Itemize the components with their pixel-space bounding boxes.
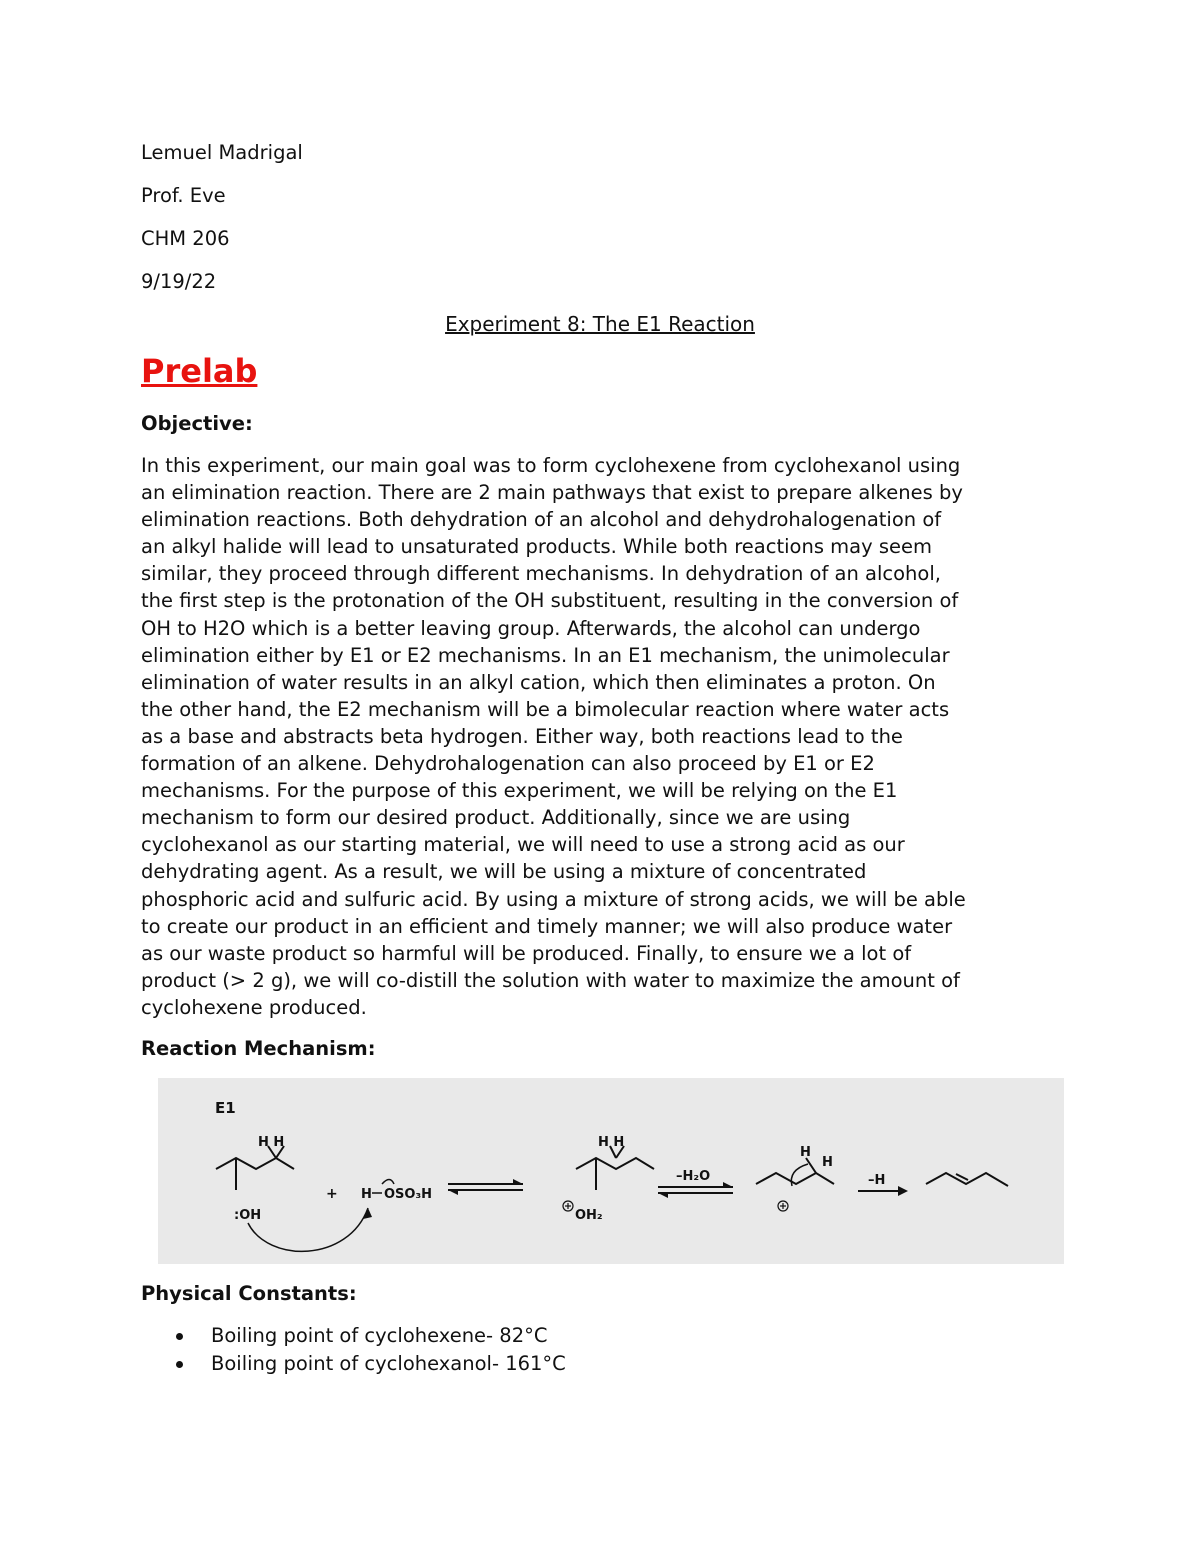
paragraph-line: phosphoric acid and sulfuric acid. By using a mixture of strong acids, we will be able bbox=[141, 887, 966, 911]
h-top-label: H bbox=[800, 1145, 811, 1160]
hh-label-2: H H bbox=[598, 1135, 625, 1150]
prelab-heading: Prelab bbox=[141, 352, 258, 390]
paragraph-line: product (> 2 g), we will co-distill the solution with water to maximize the amount of bbox=[141, 968, 960, 992]
author-name: Lemuel Madrigal bbox=[141, 141, 303, 164]
h-side-label: H bbox=[822, 1155, 833, 1170]
paragraph-line: the other hand, the E2 mechanism will be a bimolecular reaction where water acts bbox=[141, 697, 950, 721]
date: 9/19/22 bbox=[141, 270, 217, 293]
paragraph-line: similar, they proceed through different mechanisms. In dehydration of an alcohol, bbox=[141, 562, 941, 586]
paragraph-line: elimination of water results in an alkyl cation, which then eliminates a proton. On bbox=[141, 670, 936, 694]
list-item bbox=[141, 1322, 566, 1350]
paragraph-line: OH to H2O which is a better leaving group. Afterwards, the alcohol can undergo bbox=[141, 616, 921, 640]
constant-text: Boiling point of cyclohexene- 82°C bbox=[211, 1324, 548, 1347]
paragraph-line: In this experiment, our main goal was to form cyclohexene from cyclohexanol using bbox=[141, 454, 961, 477]
paragraph-line: as our waste product so harmful will be produced. Finally, to ensure we a lot of bbox=[141, 941, 912, 965]
paragraph-line: mechanism to form our desired product. Additionally, since we are using bbox=[141, 806, 851, 830]
plus-sign: + bbox=[326, 1186, 338, 1202]
objective-heading: Objective: bbox=[141, 412, 253, 435]
acid-h-label: H bbox=[361, 1187, 372, 1202]
paragraph-line: elimination reactions. Both dehydration of an alcohol and dehydrohalogenation of bbox=[141, 508, 942, 532]
objective-paragraph bbox=[141, 452, 1061, 1021]
minus-h-label: –H bbox=[868, 1173, 886, 1188]
bullet-icon bbox=[176, 1333, 183, 1340]
professor-name: Prof. Eve bbox=[141, 184, 226, 207]
paragraph-line: cyclohexene produced. bbox=[141, 995, 367, 1019]
minus-h2o-label: –H₂O bbox=[676, 1169, 711, 1184]
hh-label-1: H H bbox=[258, 1135, 285, 1150]
course-code: CHM 206 bbox=[141, 227, 230, 250]
diagram-background bbox=[158, 1078, 1064, 1264]
page-title: Experiment 8: The E1 Reaction bbox=[445, 312, 755, 336]
diagram-label: E1 bbox=[215, 1099, 236, 1117]
constant-text: Boiling point of cyclohexanol- 161°C bbox=[211, 1352, 566, 1375]
oh2-label: OH₂ bbox=[575, 1208, 603, 1223]
paragraph-line: dehydrating agent. As a result, we will be using a mixture of concentrated bbox=[141, 860, 867, 884]
list-item bbox=[141, 1350, 566, 1378]
bullet-icon bbox=[176, 1361, 183, 1368]
paragraph-line: as a base and abstracts beta hydrogen. Either way, both reactions lead to the bbox=[141, 724, 903, 748]
reaction-mechanism-diagram bbox=[158, 1078, 1064, 1264]
oh-label: :OH bbox=[234, 1208, 262, 1223]
paragraph-line: the first step is the protonation of the OH substituent, resulting in the conversion of bbox=[141, 589, 959, 613]
oso3h-label: OSO₃H bbox=[384, 1187, 433, 1202]
mechanism-heading: Reaction Mechanism: bbox=[141, 1037, 376, 1060]
constants-heading: Physical Constants: bbox=[141, 1282, 357, 1305]
paragraph-line: to create our product in an efficient and timely manner; we will also produce water bbox=[141, 914, 953, 938]
paragraph-line: cyclohexanol as our starting material, we will need to use a strong acid as our bbox=[141, 833, 905, 857]
paragraph-line: an alkyl halide will lead to unsaturated products. While both reactions may seem bbox=[141, 535, 933, 559]
paragraph-line: elimination either by E1 or E2 mechanisms. In an E1 mechanism, the unimolecular bbox=[141, 643, 950, 667]
paragraph-line: formation of an alkene. Dehydrohalogenation can also proceed by E1 or E2 bbox=[141, 752, 875, 776]
paragraph-line: mechanisms. For the purpose of this experiment, we will be relying on the E1 bbox=[141, 779, 898, 803]
constants-list bbox=[141, 1322, 566, 1378]
paragraph-line: an elimination reaction. There are 2 main pathways that exist to prepare alkenes by bbox=[141, 481, 963, 505]
